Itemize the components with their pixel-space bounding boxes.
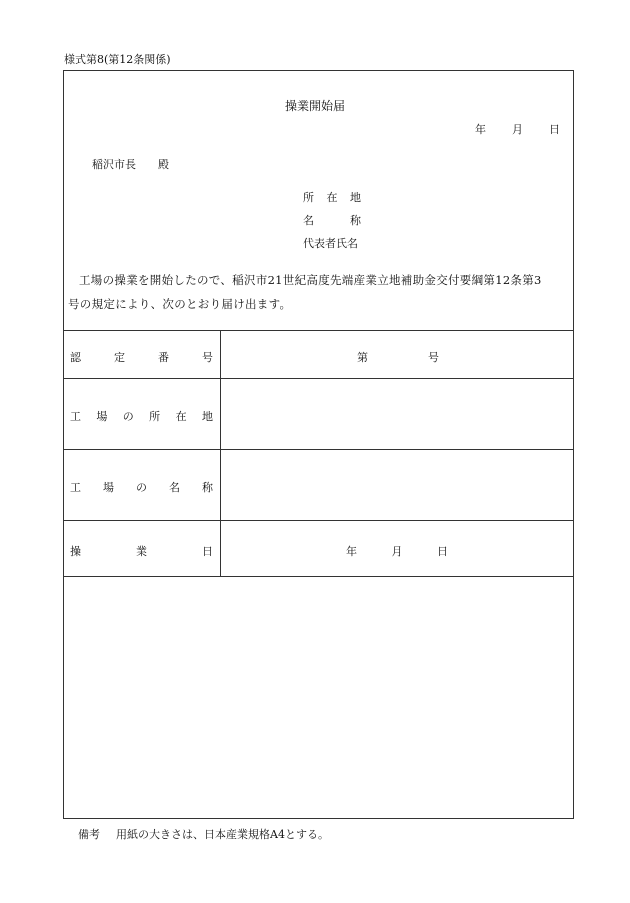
declaration-line-1: 工場の操業を開始したので、稲沢市21世紀高度先端産業立地補助金交付要綱第12条第3: [79, 273, 542, 287]
form-number-label: 様式第8(第12条関係): [64, 53, 171, 66]
declaration-text: [68, 268, 568, 316]
row-divider: [63, 576, 574, 577]
row-label-certification-number: 認 定 番 号: [70, 351, 213, 364]
footnote-text: 用紙の大きさは、日本産業規格A4とする。: [116, 828, 329, 841]
operation-date-field[interactable]: 年 月 日: [346, 545, 448, 558]
blank-area: [64, 578, 572, 817]
factory-location-field[interactable]: [222, 380, 572, 448]
factory-name-field[interactable]: [222, 451, 572, 519]
addressee-name: 稲沢市長: [92, 158, 136, 171]
certification-number-field[interactable]: 第 号: [357, 351, 439, 364]
date-year: 年: [475, 123, 486, 136]
addressee: [92, 156, 169, 172]
applicant-location-label: 所 在 地: [303, 191, 361, 204]
date-day: 日: [549, 123, 560, 136]
addressee-honorific: 殿: [158, 158, 169, 171]
row-divider: [63, 520, 574, 521]
row-divider: [63, 449, 574, 450]
row-label-factory-location: 工 場 の 所 在 地: [70, 410, 213, 423]
row-divider: [63, 378, 574, 379]
footnote: [78, 826, 329, 842]
applicant-name-label: 名 称: [303, 214, 361, 227]
declaration-line-2: 号の規定により、次のとおり届け出ます。: [68, 297, 292, 311]
row-label-operation-date: 操 業 日: [70, 545, 213, 558]
row-label-factory-name: 工 場 の 名 称: [70, 481, 213, 494]
applicant-representative-label: 代表者氏名: [303, 237, 358, 250]
submission-date: [475, 121, 560, 137]
document-title: 操業開始届: [284, 99, 345, 113]
date-month: 月: [512, 123, 523, 136]
column-divider: [220, 330, 221, 576]
table-top-border: [63, 330, 574, 331]
footnote-key: 備考: [78, 828, 100, 841]
